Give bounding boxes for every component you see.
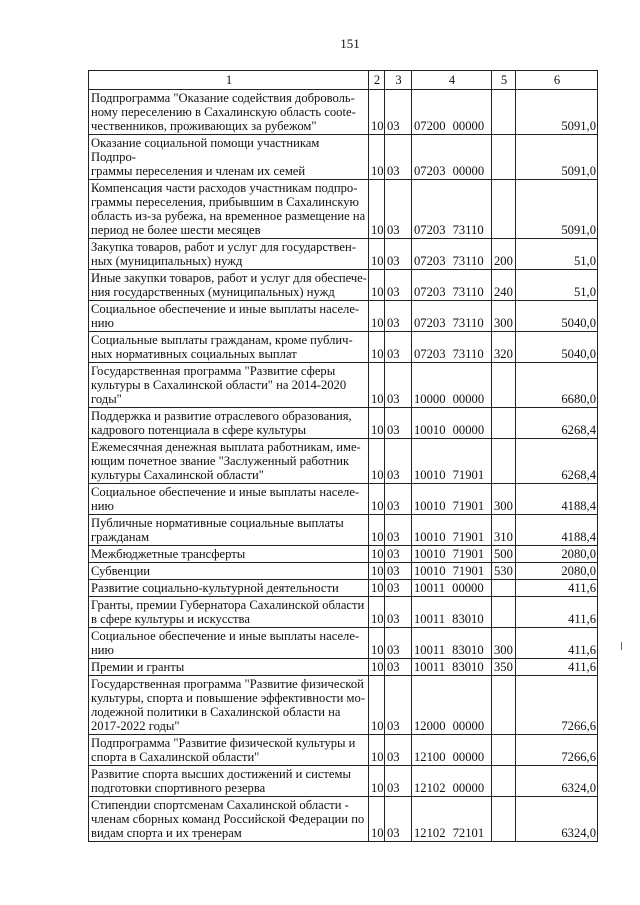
amount-cell: 7266,6 bbox=[516, 676, 598, 735]
item-name-cell: Ежемесячная денежная выплата работникам, име- ющим почетное звание "Заслуженный работник культуры Сахалинской области" bbox=[89, 439, 369, 484]
table-body bbox=[89, 90, 598, 842]
item-name-cell: Компенсация части расходов участникам подпро- граммы переселения, прибывшим в Сахалинскую область из-за рубежа, на временное размещение на период не более шести месяцев bbox=[89, 180, 369, 239]
expense-type-code-cell: 300 bbox=[492, 628, 516, 659]
expense-type-code-cell bbox=[492, 439, 516, 484]
item-name-cell: Государственная программа "Развитие физической культуры, спорта и повышение эффективности мо- лодежной политики в Сахалинской области на 2017-2022 годы" bbox=[89, 676, 369, 735]
table-row bbox=[89, 628, 598, 659]
subsection-code-cell: 03 bbox=[385, 332, 412, 363]
item-name-cell: Межбюджетные трансферты bbox=[89, 546, 369, 563]
scan-mark bbox=[621, 642, 622, 650]
header-col-4: 4 bbox=[412, 71, 492, 90]
subsection-code-cell: 03 bbox=[385, 270, 412, 301]
expense-type-code-cell: 500 bbox=[492, 546, 516, 563]
target-article-code-cell: 10011 83010 bbox=[412, 628, 492, 659]
table-row bbox=[89, 90, 598, 135]
table-row bbox=[89, 597, 598, 628]
amount-cell: 5040,0 bbox=[516, 301, 598, 332]
expense-type-code-cell: 300 bbox=[492, 301, 516, 332]
table-row bbox=[89, 676, 598, 735]
expense-type-code-cell bbox=[492, 180, 516, 239]
item-name-cell: Поддержка и развитие отраслевого образования, кадрового потенциала в сфере культуры bbox=[89, 408, 369, 439]
subsection-code-cell: 03 bbox=[385, 135, 412, 180]
header-col-2: 2 bbox=[369, 71, 385, 90]
section-code-cell: 10 bbox=[369, 597, 385, 628]
target-article-code-cell: 10010 71901 bbox=[412, 484, 492, 515]
table-row bbox=[89, 363, 598, 408]
amount-cell: 7266,6 bbox=[516, 735, 598, 766]
table-row bbox=[89, 270, 598, 301]
expense-type-code-cell: 320 bbox=[492, 332, 516, 363]
header-col-3: 3 bbox=[385, 71, 412, 90]
item-name-cell: Подпрограмма "Оказание содействия доброволь- ному переселению в Сахалинскую область соote- чественников, проживающих за рубежом" bbox=[89, 90, 369, 135]
expense-type-code-cell bbox=[492, 90, 516, 135]
section-code-cell: 10 bbox=[369, 90, 385, 135]
item-name-cell: Развитие социально-культурной деятельности bbox=[89, 580, 369, 597]
section-code-cell: 10 bbox=[369, 439, 385, 484]
item-name-cell: Подпрограмма "Развитие физической культуры и спорта в Сахалинской области" bbox=[89, 735, 369, 766]
section-code-cell: 10 bbox=[369, 628, 385, 659]
amount-cell: 4188,4 bbox=[516, 484, 598, 515]
target-article-code-cell: 07203 73110 bbox=[412, 239, 492, 270]
subsection-code-cell: 03 bbox=[385, 515, 412, 546]
table-row bbox=[89, 301, 598, 332]
target-article-code-cell: 07203 73110 bbox=[412, 270, 492, 301]
expense-type-code-cell bbox=[492, 135, 516, 180]
section-code-cell: 10 bbox=[369, 797, 385, 842]
item-name-cell: Государственная программа "Развитие сферы культуры в Сахалинской области" на 2014-2020 годы" bbox=[89, 363, 369, 408]
table-row bbox=[89, 439, 598, 484]
section-code-cell: 10 bbox=[369, 239, 385, 270]
amount-cell: 411,6 bbox=[516, 659, 598, 676]
table-row bbox=[89, 735, 598, 766]
budget-table bbox=[88, 70, 598, 842]
expense-type-code-cell bbox=[492, 797, 516, 842]
section-code-cell: 10 bbox=[369, 515, 385, 546]
target-article-code-cell: 10010 71901 bbox=[412, 546, 492, 563]
subsection-code-cell: 03 bbox=[385, 301, 412, 332]
expense-type-code-cell bbox=[492, 597, 516, 628]
item-name-cell: Развитие спорта высших достижений и системы подготовки спортивного резерва bbox=[89, 766, 369, 797]
subsection-code-cell: 03 bbox=[385, 766, 412, 797]
amount-cell: 2080,0 bbox=[516, 546, 598, 563]
item-name-cell: Социальное обеспечение и иные выплаты населе- нию bbox=[89, 484, 369, 515]
item-name-cell: Иные закупки товаров, работ и услуг для обеспече- ния государственных (муниципальных) нужд bbox=[89, 270, 369, 301]
subsection-code-cell: 03 bbox=[385, 408, 412, 439]
section-code-cell: 10 bbox=[369, 135, 385, 180]
expense-type-code-cell bbox=[492, 676, 516, 735]
target-article-code-cell: 10011 83010 bbox=[412, 659, 492, 676]
item-name-cell: Публичные нормативные социальные выплаты гражданам bbox=[89, 515, 369, 546]
item-name-cell: Оказание социальной помощи участникам Подпро- граммы переселения и членам их семей bbox=[89, 135, 369, 180]
target-article-code-cell: 12102 00000 bbox=[412, 766, 492, 797]
header-col-1: 1 bbox=[89, 71, 369, 90]
item-name-cell: Гранты, премии Губернатора Сахалинской области в сфере культуры и искусства bbox=[89, 597, 369, 628]
section-code-cell: 10 bbox=[369, 363, 385, 408]
expense-type-code-cell: 310 bbox=[492, 515, 516, 546]
section-code-cell: 10 bbox=[369, 332, 385, 363]
subsection-code-cell: 03 bbox=[385, 735, 412, 766]
expense-type-code-cell bbox=[492, 735, 516, 766]
header-row bbox=[89, 71, 598, 90]
expense-type-code-cell bbox=[492, 408, 516, 439]
target-article-code-cell: 10011 83010 bbox=[412, 597, 492, 628]
amount-cell: 6268,4 bbox=[516, 408, 598, 439]
subsection-code-cell: 03 bbox=[385, 563, 412, 580]
item-name-cell: Премии и гранты bbox=[89, 659, 369, 676]
target-article-code-cell: 12000 00000 bbox=[412, 676, 492, 735]
amount-cell: 5040,0 bbox=[516, 332, 598, 363]
subsection-code-cell: 03 bbox=[385, 659, 412, 676]
amount-cell: 411,6 bbox=[516, 580, 598, 597]
section-code-cell: 10 bbox=[369, 270, 385, 301]
table-row bbox=[89, 580, 598, 597]
item-name-cell: Социальные выплаты гражданам, кроме публич- ных нормативных социальных выплат bbox=[89, 332, 369, 363]
table-row bbox=[89, 180, 598, 239]
subsection-code-cell: 03 bbox=[385, 628, 412, 659]
section-code-cell: 10 bbox=[369, 676, 385, 735]
target-article-code-cell: 10010 71901 bbox=[412, 515, 492, 546]
subsection-code-cell: 03 bbox=[385, 90, 412, 135]
target-article-code-cell: 07203 73110 bbox=[412, 180, 492, 239]
section-code-cell: 10 bbox=[369, 563, 385, 580]
section-code-cell: 10 bbox=[369, 659, 385, 676]
subsection-code-cell: 03 bbox=[385, 597, 412, 628]
expense-type-code-cell: 350 bbox=[492, 659, 516, 676]
table-row bbox=[89, 332, 598, 363]
item-name-cell: Субвенции bbox=[89, 563, 369, 580]
expense-type-code-cell bbox=[492, 580, 516, 597]
expense-type-code-cell bbox=[492, 766, 516, 797]
table-row bbox=[89, 546, 598, 563]
subsection-code-cell: 03 bbox=[385, 580, 412, 597]
table-row bbox=[89, 797, 598, 842]
target-article-code-cell: 12102 72101 bbox=[412, 797, 492, 842]
expense-type-code-cell: 240 bbox=[492, 270, 516, 301]
subsection-code-cell: 03 bbox=[385, 239, 412, 270]
section-code-cell: 10 bbox=[369, 546, 385, 563]
subsection-code-cell: 03 bbox=[385, 797, 412, 842]
item-name-cell: Стипендии спортсменам Сахалинской области - членам сборных команд Российской Федерации по видам спорта и их тренерам bbox=[89, 797, 369, 842]
amount-cell: 51,0 bbox=[516, 239, 598, 270]
subsection-code-cell: 03 bbox=[385, 363, 412, 408]
section-code-cell: 10 bbox=[369, 180, 385, 239]
table-row bbox=[89, 659, 598, 676]
section-code-cell: 10 bbox=[369, 735, 385, 766]
target-article-code-cell: 07203 73110 bbox=[412, 301, 492, 332]
page-number: 151 bbox=[340, 36, 360, 51]
subsection-code-cell: 03 bbox=[385, 546, 412, 563]
section-code-cell: 10 bbox=[369, 580, 385, 597]
amount-cell: 5091,0 bbox=[516, 135, 598, 180]
target-article-code-cell: 07200 00000 bbox=[412, 90, 492, 135]
subsection-code-cell: 03 bbox=[385, 180, 412, 239]
target-article-code-cell: 10000 00000 bbox=[412, 363, 492, 408]
section-code-cell: 10 bbox=[369, 408, 385, 439]
table-row bbox=[89, 484, 598, 515]
section-code-cell: 10 bbox=[369, 301, 385, 332]
subsection-code-cell: 03 bbox=[385, 676, 412, 735]
amount-cell: 6324,0 bbox=[516, 766, 598, 797]
subsection-code-cell: 03 bbox=[385, 484, 412, 515]
amount-cell: 6680,0 bbox=[516, 363, 598, 408]
header-col-5: 5 bbox=[492, 71, 516, 90]
item-name-cell: Социальное обеспечение и иные выплаты населе- нию bbox=[89, 301, 369, 332]
expense-type-code-cell bbox=[492, 363, 516, 408]
table-row bbox=[89, 239, 598, 270]
target-article-code-cell: 07203 00000 bbox=[412, 135, 492, 180]
expense-type-code-cell: 200 bbox=[492, 239, 516, 270]
target-article-code-cell: 07203 73110 bbox=[412, 332, 492, 363]
amount-cell: 51,0 bbox=[516, 270, 598, 301]
amount-cell: 6268,4 bbox=[516, 439, 598, 484]
subsection-code-cell: 03 bbox=[385, 439, 412, 484]
amount-cell: 411,6 bbox=[516, 597, 598, 628]
table-row bbox=[89, 766, 598, 797]
amount-cell: 411,6 bbox=[516, 628, 598, 659]
target-article-code-cell: 10010 71901 bbox=[412, 439, 492, 484]
amount-cell: 6324,0 bbox=[516, 797, 598, 842]
table-row bbox=[89, 135, 598, 180]
table-row bbox=[89, 515, 598, 546]
header-col-6: 6 bbox=[516, 71, 598, 90]
expense-type-code-cell: 530 bbox=[492, 563, 516, 580]
target-article-code-cell: 10010 71901 bbox=[412, 563, 492, 580]
table-row bbox=[89, 408, 598, 439]
amount-cell: 4188,4 bbox=[516, 515, 598, 546]
item-name-cell: Закупка товаров, работ и услуг для государствен- ных (муниципальных) нужд bbox=[89, 239, 369, 270]
amount-cell: 2080,0 bbox=[516, 563, 598, 580]
amount-cell: 5091,0 bbox=[516, 90, 598, 135]
expense-type-code-cell: 300 bbox=[492, 484, 516, 515]
target-article-code-cell: 10010 00000 bbox=[412, 408, 492, 439]
target-article-code-cell: 12100 00000 bbox=[412, 735, 492, 766]
section-code-cell: 10 bbox=[369, 766, 385, 797]
table-row bbox=[89, 563, 598, 580]
target-article-code-cell: 10011 00000 bbox=[412, 580, 492, 597]
amount-cell: 5091,0 bbox=[516, 180, 598, 239]
item-name-cell: Социальное обеспечение и иные выплаты населе- нию bbox=[89, 628, 369, 659]
section-code-cell: 10 bbox=[369, 484, 385, 515]
